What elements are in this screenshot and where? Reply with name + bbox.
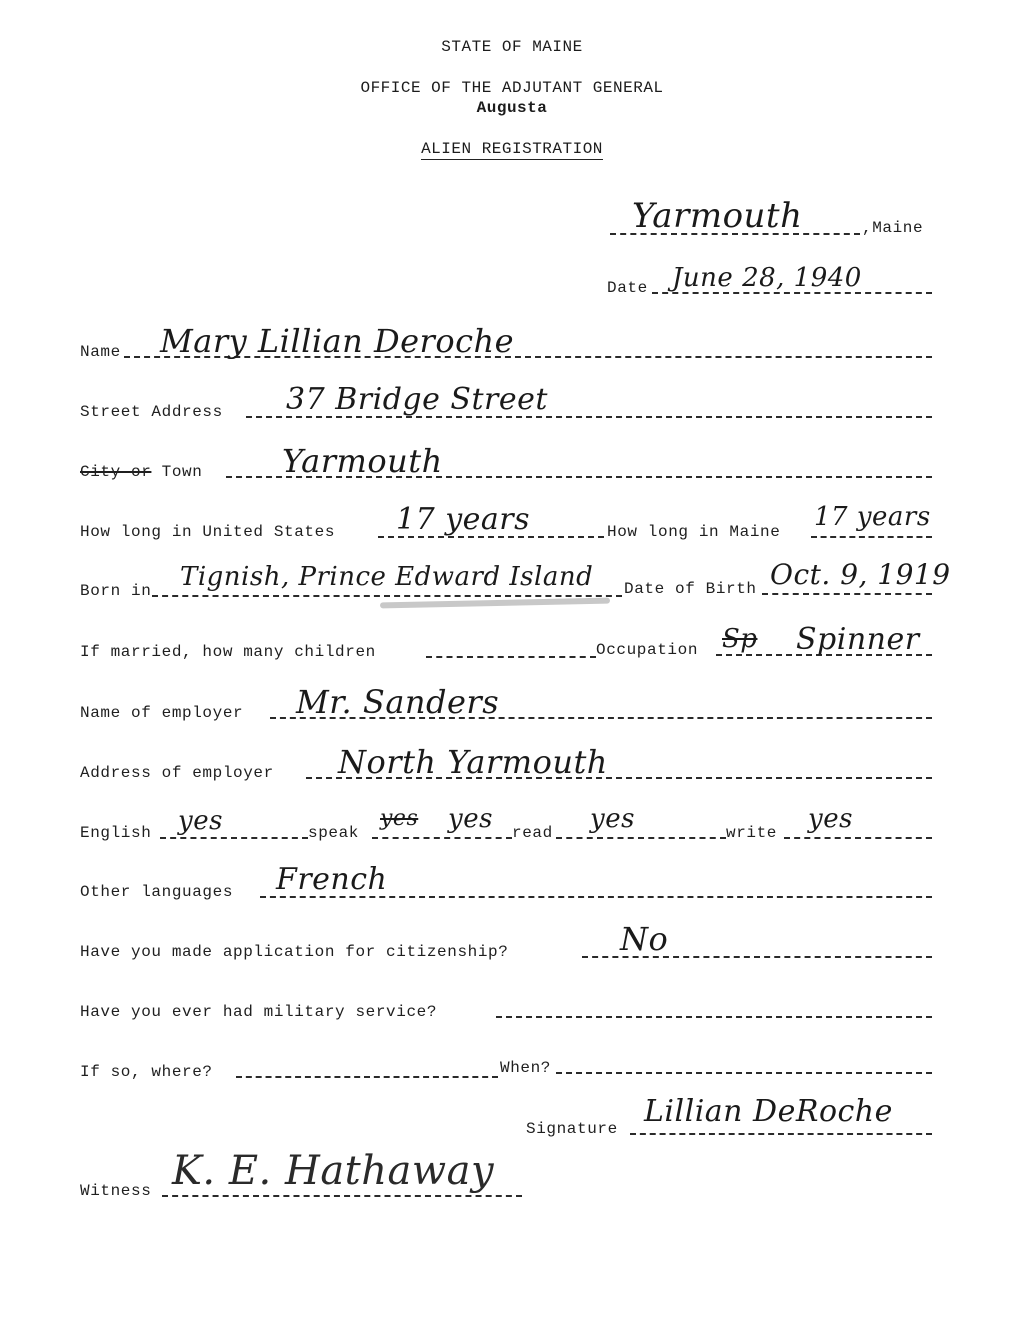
occupation-value: Spinner	[796, 622, 920, 657]
born-in-label: Born in	[80, 582, 152, 600]
born-in-value: Tignish, Prince Edward Island	[180, 562, 594, 592]
name-value: Mary Lillian Deroche	[160, 322, 515, 360]
other-languages-value: French	[276, 862, 388, 897]
born-in-line	[152, 595, 622, 597]
employer-name-value: Mr. Sanders	[296, 683, 500, 721]
if-so-where-label: If so, where?	[80, 1063, 213, 1081]
name-label: Name	[80, 343, 121, 361]
street-address-value: 37 Bridge Street	[286, 382, 548, 417]
employer-address-value: North Yarmouth	[338, 743, 608, 781]
write-line	[784, 837, 932, 839]
city-or-town-label: City or Town	[80, 463, 203, 481]
place-value: Yarmouth	[632, 196, 803, 236]
form-title: ALIEN REGISTRATION	[421, 140, 603, 158]
how-long-us-value: 17 years	[396, 502, 531, 537]
speak-struck: yes	[380, 806, 419, 831]
employer-name-label: Name of employer	[80, 704, 244, 722]
speak-value: yes	[448, 804, 493, 834]
children-label: If married, how many children	[80, 643, 376, 661]
office-heading: OFFICE OF THE ADJUTANT GENERAL	[360, 79, 664, 97]
when-label: When?	[500, 1059, 552, 1077]
english-label: English	[80, 824, 152, 842]
occupation-struck: Sp	[722, 624, 758, 654]
date-of-birth-value: Oct. 9, 1919	[770, 558, 951, 591]
read-label: read	[512, 824, 553, 842]
occupation-label: Occupation	[596, 641, 699, 659]
military-line	[496, 1016, 932, 1018]
witness-line	[162, 1195, 522, 1197]
write-label: write	[726, 824, 778, 842]
if-so-where-line	[236, 1076, 498, 1078]
children-line	[426, 656, 596, 658]
signature-label: Signature	[526, 1120, 618, 1138]
read-line	[556, 837, 726, 839]
write-value: yes	[808, 804, 853, 834]
signature-value: Lillian DeRoche	[644, 1094, 893, 1129]
how-long-maine-label: How long in Maine	[607, 523, 781, 541]
other-languages-label: Other languages	[80, 883, 234, 901]
date-of-birth-label: Date of Birth	[624, 580, 757, 598]
how-long-us-label: How long in United States	[80, 523, 336, 541]
citizenship-value: No	[620, 920, 669, 958]
speak-label: speak	[308, 824, 360, 842]
employer-address-label: Address of employer	[80, 764, 274, 782]
state-heading: STATE OF MAINE	[441, 38, 583, 56]
read-value: yes	[590, 804, 635, 834]
place-suffix: ,Maine	[862, 219, 924, 237]
signature-line	[630, 1133, 932, 1135]
city-or-town-value: Yarmouth	[282, 442, 443, 480]
military-label: Have you ever had military service?	[80, 1003, 438, 1021]
english-value: yes	[178, 806, 223, 836]
witness-label: Witness	[80, 1182, 152, 1200]
ink-smudge	[380, 598, 610, 609]
witness-value: K. E. Hathaway	[172, 1148, 495, 1194]
street-address-label: Street Address	[80, 403, 223, 421]
date-of-birth-line	[762, 593, 932, 595]
city-heading: Augusta	[476, 99, 548, 117]
english-line	[160, 837, 308, 839]
date-label: Date	[607, 279, 648, 297]
citizenship-label: Have you made application for citizenship?	[80, 943, 509, 961]
date-value: June 28, 1940	[672, 263, 862, 293]
speak-line	[372, 837, 512, 839]
when-line	[556, 1072, 932, 1074]
how-long-maine-value: 17 years	[814, 502, 931, 532]
how-long-maine-line	[811, 536, 932, 538]
